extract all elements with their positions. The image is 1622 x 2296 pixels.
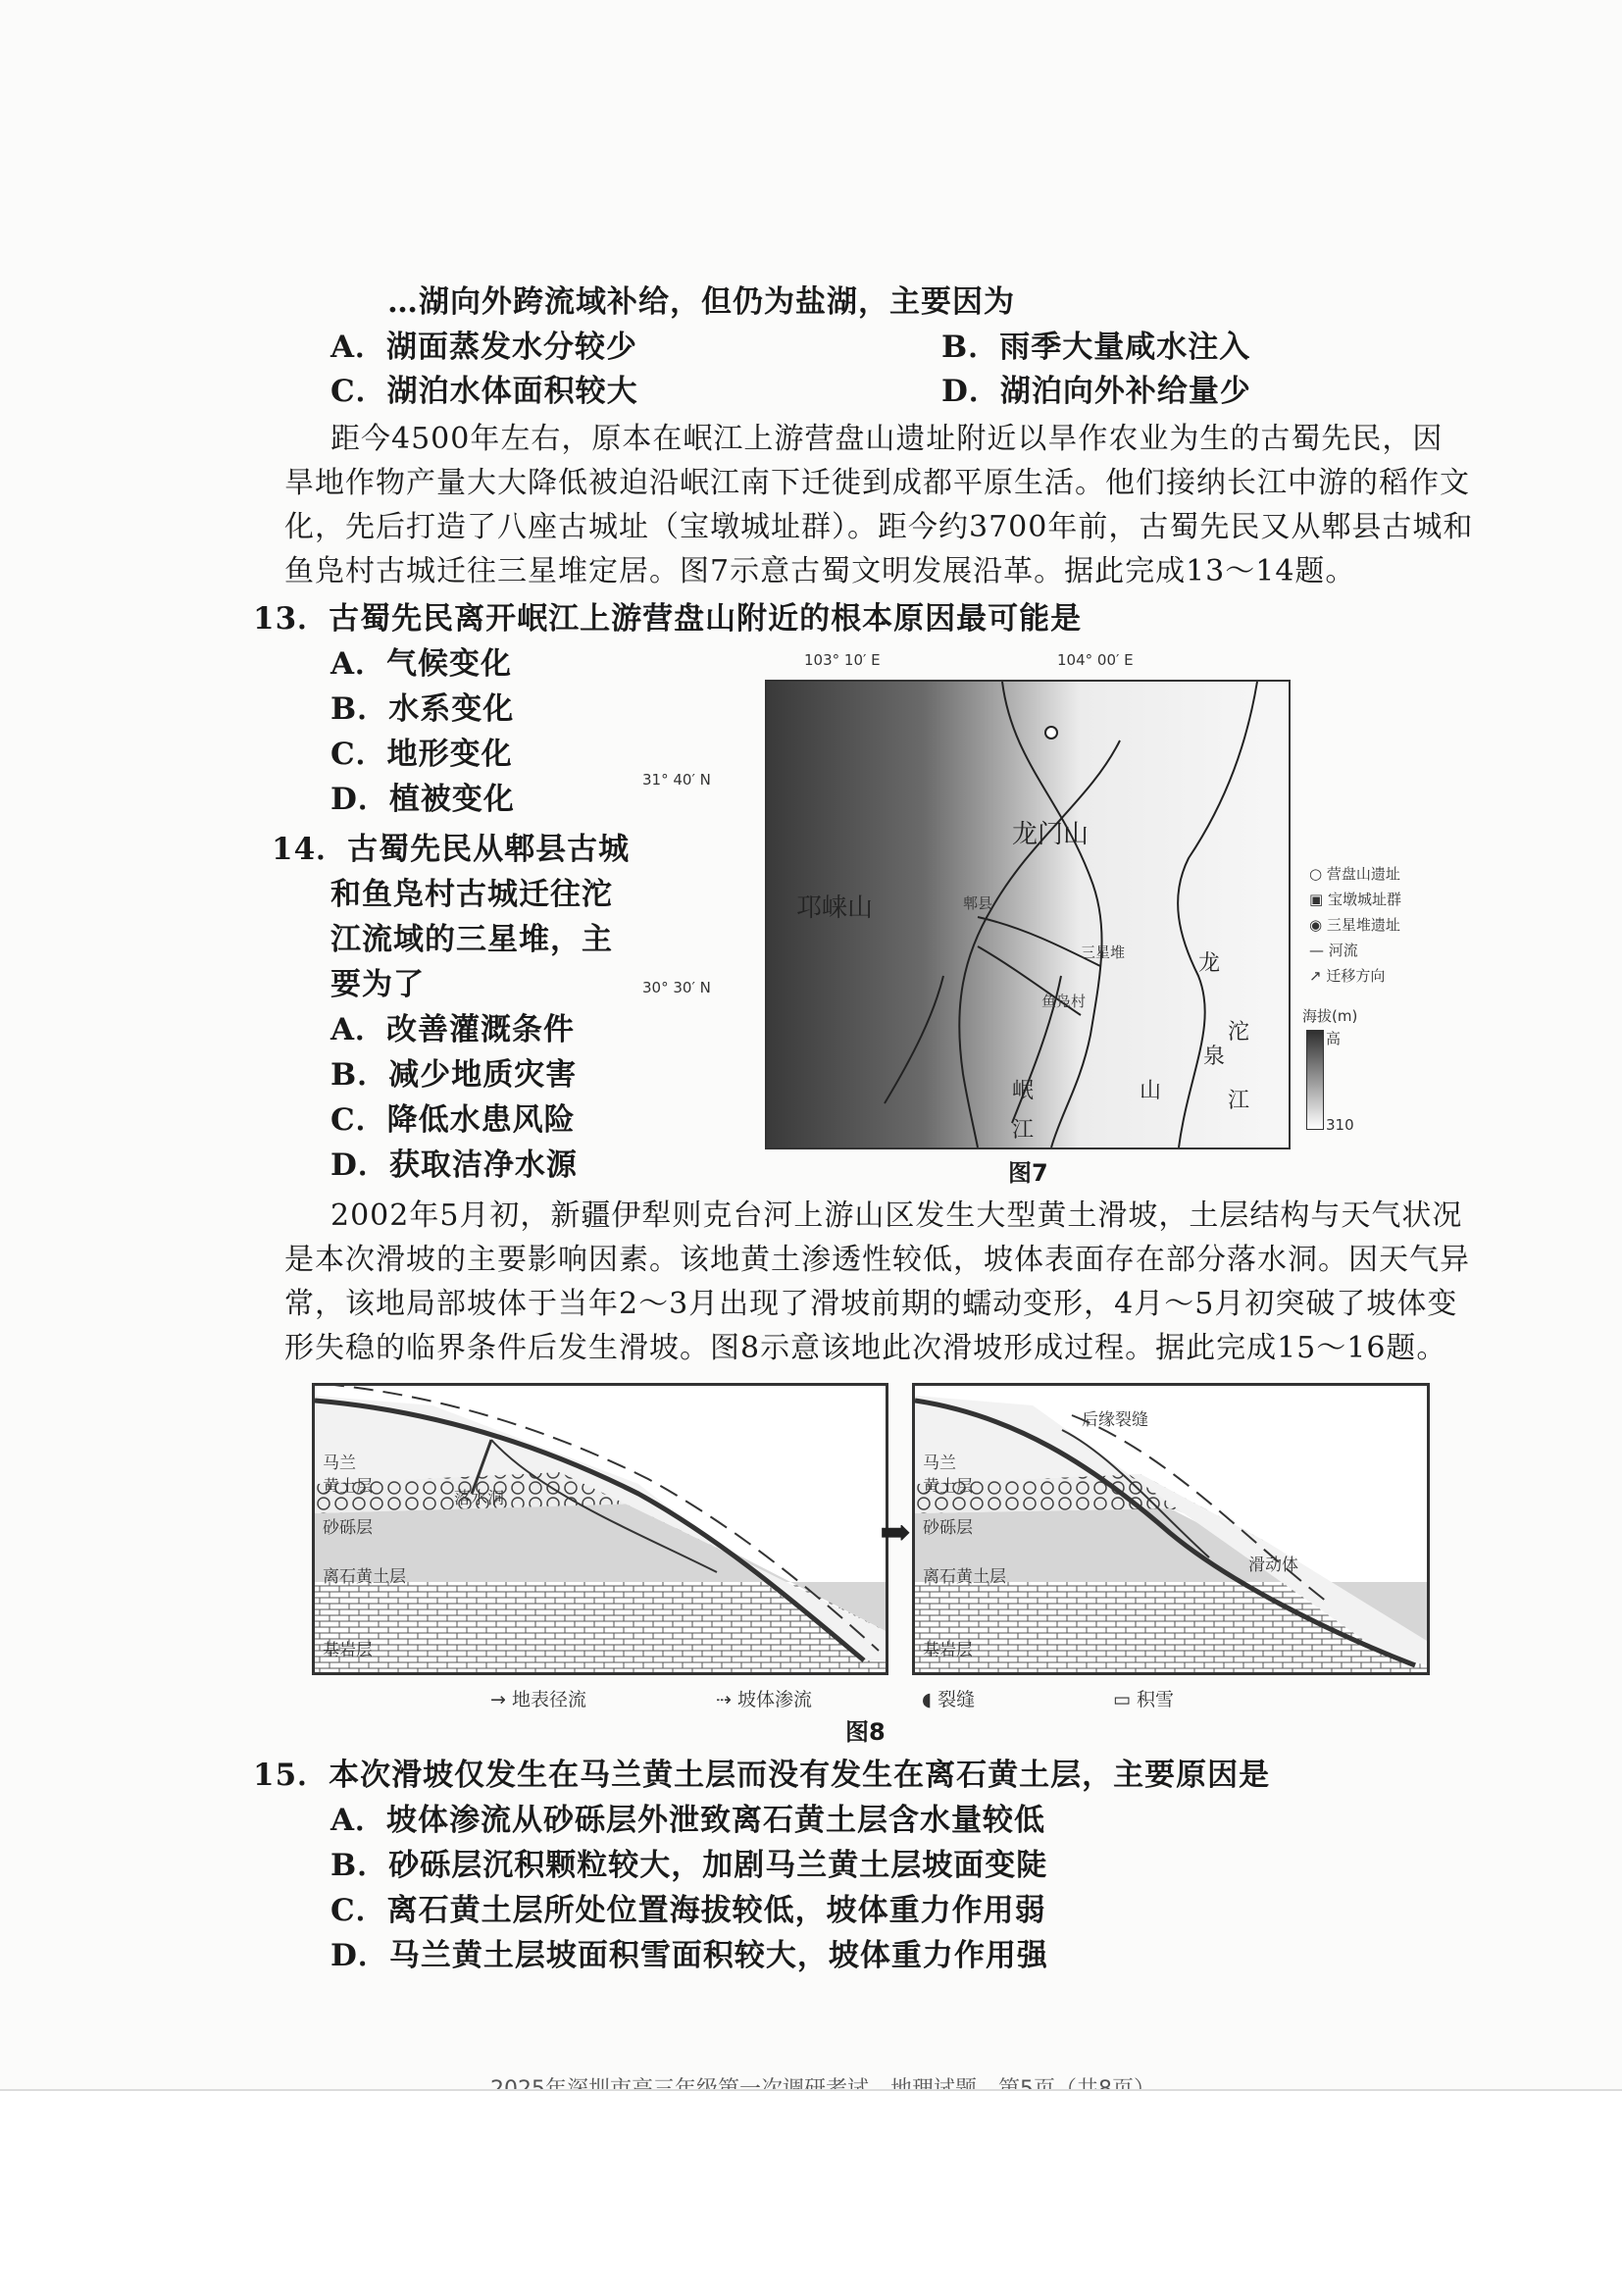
fig8-after-diagram bbox=[915, 1386, 1427, 1672]
fig8-caption: 图8 bbox=[845, 1718, 886, 1746]
passage2-line-4: 形失稳的临界条件后发生滑坡。图8示意该地此次滑坡形成过程。据此完成15～16题。 bbox=[284, 1331, 1447, 1365]
fig8-after-label-malan: 马兰 bbox=[923, 1454, 956, 1473]
fig7-label-jiang-2: 江 bbox=[1012, 1118, 1035, 1143]
q14-stem-line-1: 14．古蜀先民从郫县古城 bbox=[272, 832, 631, 867]
legend-sanxingdui-label: 三星堆遗址 bbox=[1326, 916, 1400, 934]
q14-stem-line-2: 和鱼凫村古城迁往沱 bbox=[330, 877, 613, 912]
fig7-lon-left: 103° 10′ E bbox=[804, 651, 881, 669]
q14-stem-line-3: 江流域的三星堆，主 bbox=[330, 922, 613, 957]
fig8-before-diagram bbox=[315, 1386, 886, 1672]
passage1-line-3: 化，先后打造了八座古城址（宝墩城址群）。距今约3700年前，古蜀先民又从郫县古城和 bbox=[284, 510, 1474, 544]
fig8-after-label-slide: 滑动体 bbox=[1248, 1556, 1298, 1575]
q15-option-a: A．坡体渗流从砂砾层外泄致离石黄土层含水量较低 bbox=[330, 1803, 1046, 1838]
q14-option-b: B．减少地质灾害 bbox=[330, 1057, 578, 1093]
fig7-map bbox=[765, 680, 1291, 1149]
legend-elevation-high: 高 bbox=[1326, 1030, 1342, 1047]
fig8-before-label-bedrock: 基岩层 bbox=[323, 1641, 373, 1660]
q13-option-d: D．植被变化 bbox=[330, 782, 515, 817]
fig8-after-label-bedrock: 基岩层 bbox=[923, 1641, 973, 1660]
q12-option-b: B．雨季大量咸水注入 bbox=[941, 330, 1251, 365]
q12-option-a: A．湖面蒸发水分较少 bbox=[330, 330, 638, 365]
fig8-legend-seepage-label: 坡体渗流 bbox=[736, 1689, 812, 1710]
fig8-after-label-loess: 黄土层 bbox=[923, 1477, 973, 1497]
fig7-lat-top: 31° 40′ N bbox=[642, 771, 711, 789]
legend-baodun bbox=[1309, 889, 1401, 909]
legend-yingpanshan-label: 营盘山遗址 bbox=[1326, 865, 1400, 883]
legend-elevation-title: 海拔(m) bbox=[1302, 1007, 1358, 1025]
fig8-before-label-gravel: 砂砾层 bbox=[323, 1518, 373, 1538]
fig8-before-label-malan: 马兰 bbox=[323, 1454, 356, 1473]
q15-option-d: D．马兰黄土层坡面积雪面积较大，坡体重力作用强 bbox=[330, 1938, 1048, 1973]
q14-option-d: D．获取洁净水源 bbox=[330, 1148, 578, 1183]
q14-option-a: A．改善灌溉条件 bbox=[330, 1012, 576, 1047]
fig7-label-long: 龙 bbox=[1198, 951, 1221, 976]
legend-river bbox=[1309, 940, 1358, 960]
fig7-caption: 图7 bbox=[1008, 1159, 1048, 1187]
fig7-label-tuo: 沱 bbox=[1228, 1020, 1250, 1045]
q12-option-c: C．湖泊水体面积较大 bbox=[330, 374, 638, 409]
q12-option-d: D．湖泊向外补给量少 bbox=[941, 374, 1251, 409]
q13-stem: 13．古蜀先民离开岷江上游营盘山附近的根本原因最可能是 bbox=[253, 601, 1083, 637]
fig7-lat-bottom: 30° 30′ N bbox=[642, 979, 711, 996]
passage2-line-3: 常，该地局部坡体于当年2～3月出现了滑坡前期的蠕动变形，4月～5月初突破了坡体变 bbox=[284, 1287, 1458, 1321]
q13-option-b: B．水系变化 bbox=[330, 691, 515, 727]
crack-marker-icon: ◖ bbox=[922, 1689, 933, 1710]
fig8-before-label-loess: 黄土层 bbox=[323, 1477, 373, 1497]
passage2-line-1: 2002年5月初，新疆伊犁则克台河上游山区发生大型黄土滑坡，土层结构与天气状况 bbox=[330, 1199, 1463, 1233]
legend-river-label: 河流 bbox=[1328, 942, 1358, 959]
fig8-before-label-sinkhole: 落水洞 bbox=[454, 1489, 504, 1508]
square-marker-icon: ▣ bbox=[1309, 891, 1324, 908]
legend-elevation-low: 310 bbox=[1326, 1116, 1354, 1134]
passage1-line-2: 旱地作物产量大大降低被迫沿岷江南下迁徙到成都平原生活。他们接纳长江中游的稻作文 bbox=[284, 466, 1470, 500]
fig7-site-sanxingdui: 三星堆 bbox=[1081, 944, 1126, 961]
fig7-site-yufucun: 鱼凫村 bbox=[1041, 993, 1087, 1010]
fig8-legend-snow bbox=[1113, 1685, 1174, 1711]
fig7-label-shan: 山 bbox=[1140, 1079, 1162, 1103]
q15-stem: 15．本次滑坡仅发生在马兰黄土层而没有发生在离石黄土层，主要原因是 bbox=[253, 1758, 1271, 1793]
dashed-arrow-icon: ⇢ bbox=[716, 1689, 732, 1710]
legend-migration-label: 迁移方向 bbox=[1326, 967, 1386, 985]
snow-band-icon: ▭ bbox=[1113, 1689, 1131, 1710]
q13-option-a: A．气候变化 bbox=[330, 646, 513, 682]
q15-option-c: C．离石黄土层所处位置海拔较低，坡体重力作用弱 bbox=[330, 1893, 1046, 1928]
q12-stem-tail: …湖向外跨流域补给，但仍为盐湖，主要因为 bbox=[387, 284, 1015, 320]
passage2-line-2: 是本次滑坡的主要影响因素。该地黄土渗透性较低，坡体表面存在部分落水洞。因天气异 bbox=[284, 1243, 1470, 1277]
fig7-label-quan: 泉 bbox=[1203, 1045, 1226, 1069]
fig8-legend-runoff bbox=[490, 1685, 586, 1711]
fig8-after-label-crack: 后缘裂缝 bbox=[1082, 1410, 1148, 1430]
legend-yingpanshan bbox=[1309, 863, 1400, 884]
legend-sanxingdui bbox=[1309, 914, 1400, 935]
arrow-icon: ↗ bbox=[1309, 967, 1322, 985]
legend-baodun-label: 宝墩城址群 bbox=[1327, 891, 1401, 908]
blank-area bbox=[0, 2089, 1622, 2296]
fig8-legend-runoff-label: 地表径流 bbox=[511, 1689, 586, 1710]
transition-arrow-icon: ➡ bbox=[880, 1510, 911, 1554]
fig7-site-pixian: 郫县 bbox=[963, 894, 993, 912]
q13-option-c: C．地形变化 bbox=[330, 737, 513, 772]
fig8-after-label-lishi: 离石黄土层 bbox=[923, 1567, 1006, 1587]
hollow-circle-icon: ○ bbox=[1309, 865, 1323, 883]
q14-option-c: C．降低水患风险 bbox=[330, 1102, 576, 1138]
fig8-after-label-gravel: 砂砾层 bbox=[923, 1518, 973, 1538]
passage1-line-4: 鱼凫村古城迁往三星堆定居。图7示意古蜀文明发展沿革。据此完成13～14题。 bbox=[284, 554, 1356, 588]
fig8-legend-crack bbox=[922, 1685, 975, 1711]
fig7-region-longmen: 龙门山 bbox=[1012, 820, 1090, 849]
circle-dot-icon: ◉ bbox=[1309, 916, 1323, 934]
fig8-panel-after bbox=[912, 1383, 1430, 1675]
elevation-gradient-bar bbox=[1306, 1030, 1324, 1130]
q14-stem-line-4: 要为了 bbox=[330, 967, 425, 1002]
fig8-legend-seepage bbox=[716, 1685, 812, 1711]
fig7-label-jiang-1: 江 bbox=[1228, 1089, 1250, 1113]
line-icon: — bbox=[1309, 942, 1324, 959]
passage1-line-1: 距今4500年左右，原本在岷江上游营盘山遗址附近以旱作农业为生的古蜀先民，因 bbox=[330, 422, 1444, 456]
solid-arrow-icon: → bbox=[490, 1689, 506, 1710]
fig8-panel-before bbox=[312, 1383, 888, 1675]
fig7-region-qionglai: 邛崃山 bbox=[796, 893, 874, 923]
q15-option-b: B．砂砾层沉积颗粒较大，加剧马兰黄土层坡面变陡 bbox=[330, 1848, 1048, 1883]
legend-migration bbox=[1309, 965, 1385, 986]
fig8-legend-crack-label: 裂缝 bbox=[938, 1689, 976, 1710]
fig8-before-label-lishi: 离石黄土层 bbox=[323, 1567, 406, 1587]
fig8-legend-snow-label: 积雪 bbox=[1137, 1689, 1175, 1710]
fig7-lon-right: 104° 00′ E bbox=[1057, 651, 1134, 669]
fig7-label-min: 岷 bbox=[1012, 1079, 1035, 1103]
